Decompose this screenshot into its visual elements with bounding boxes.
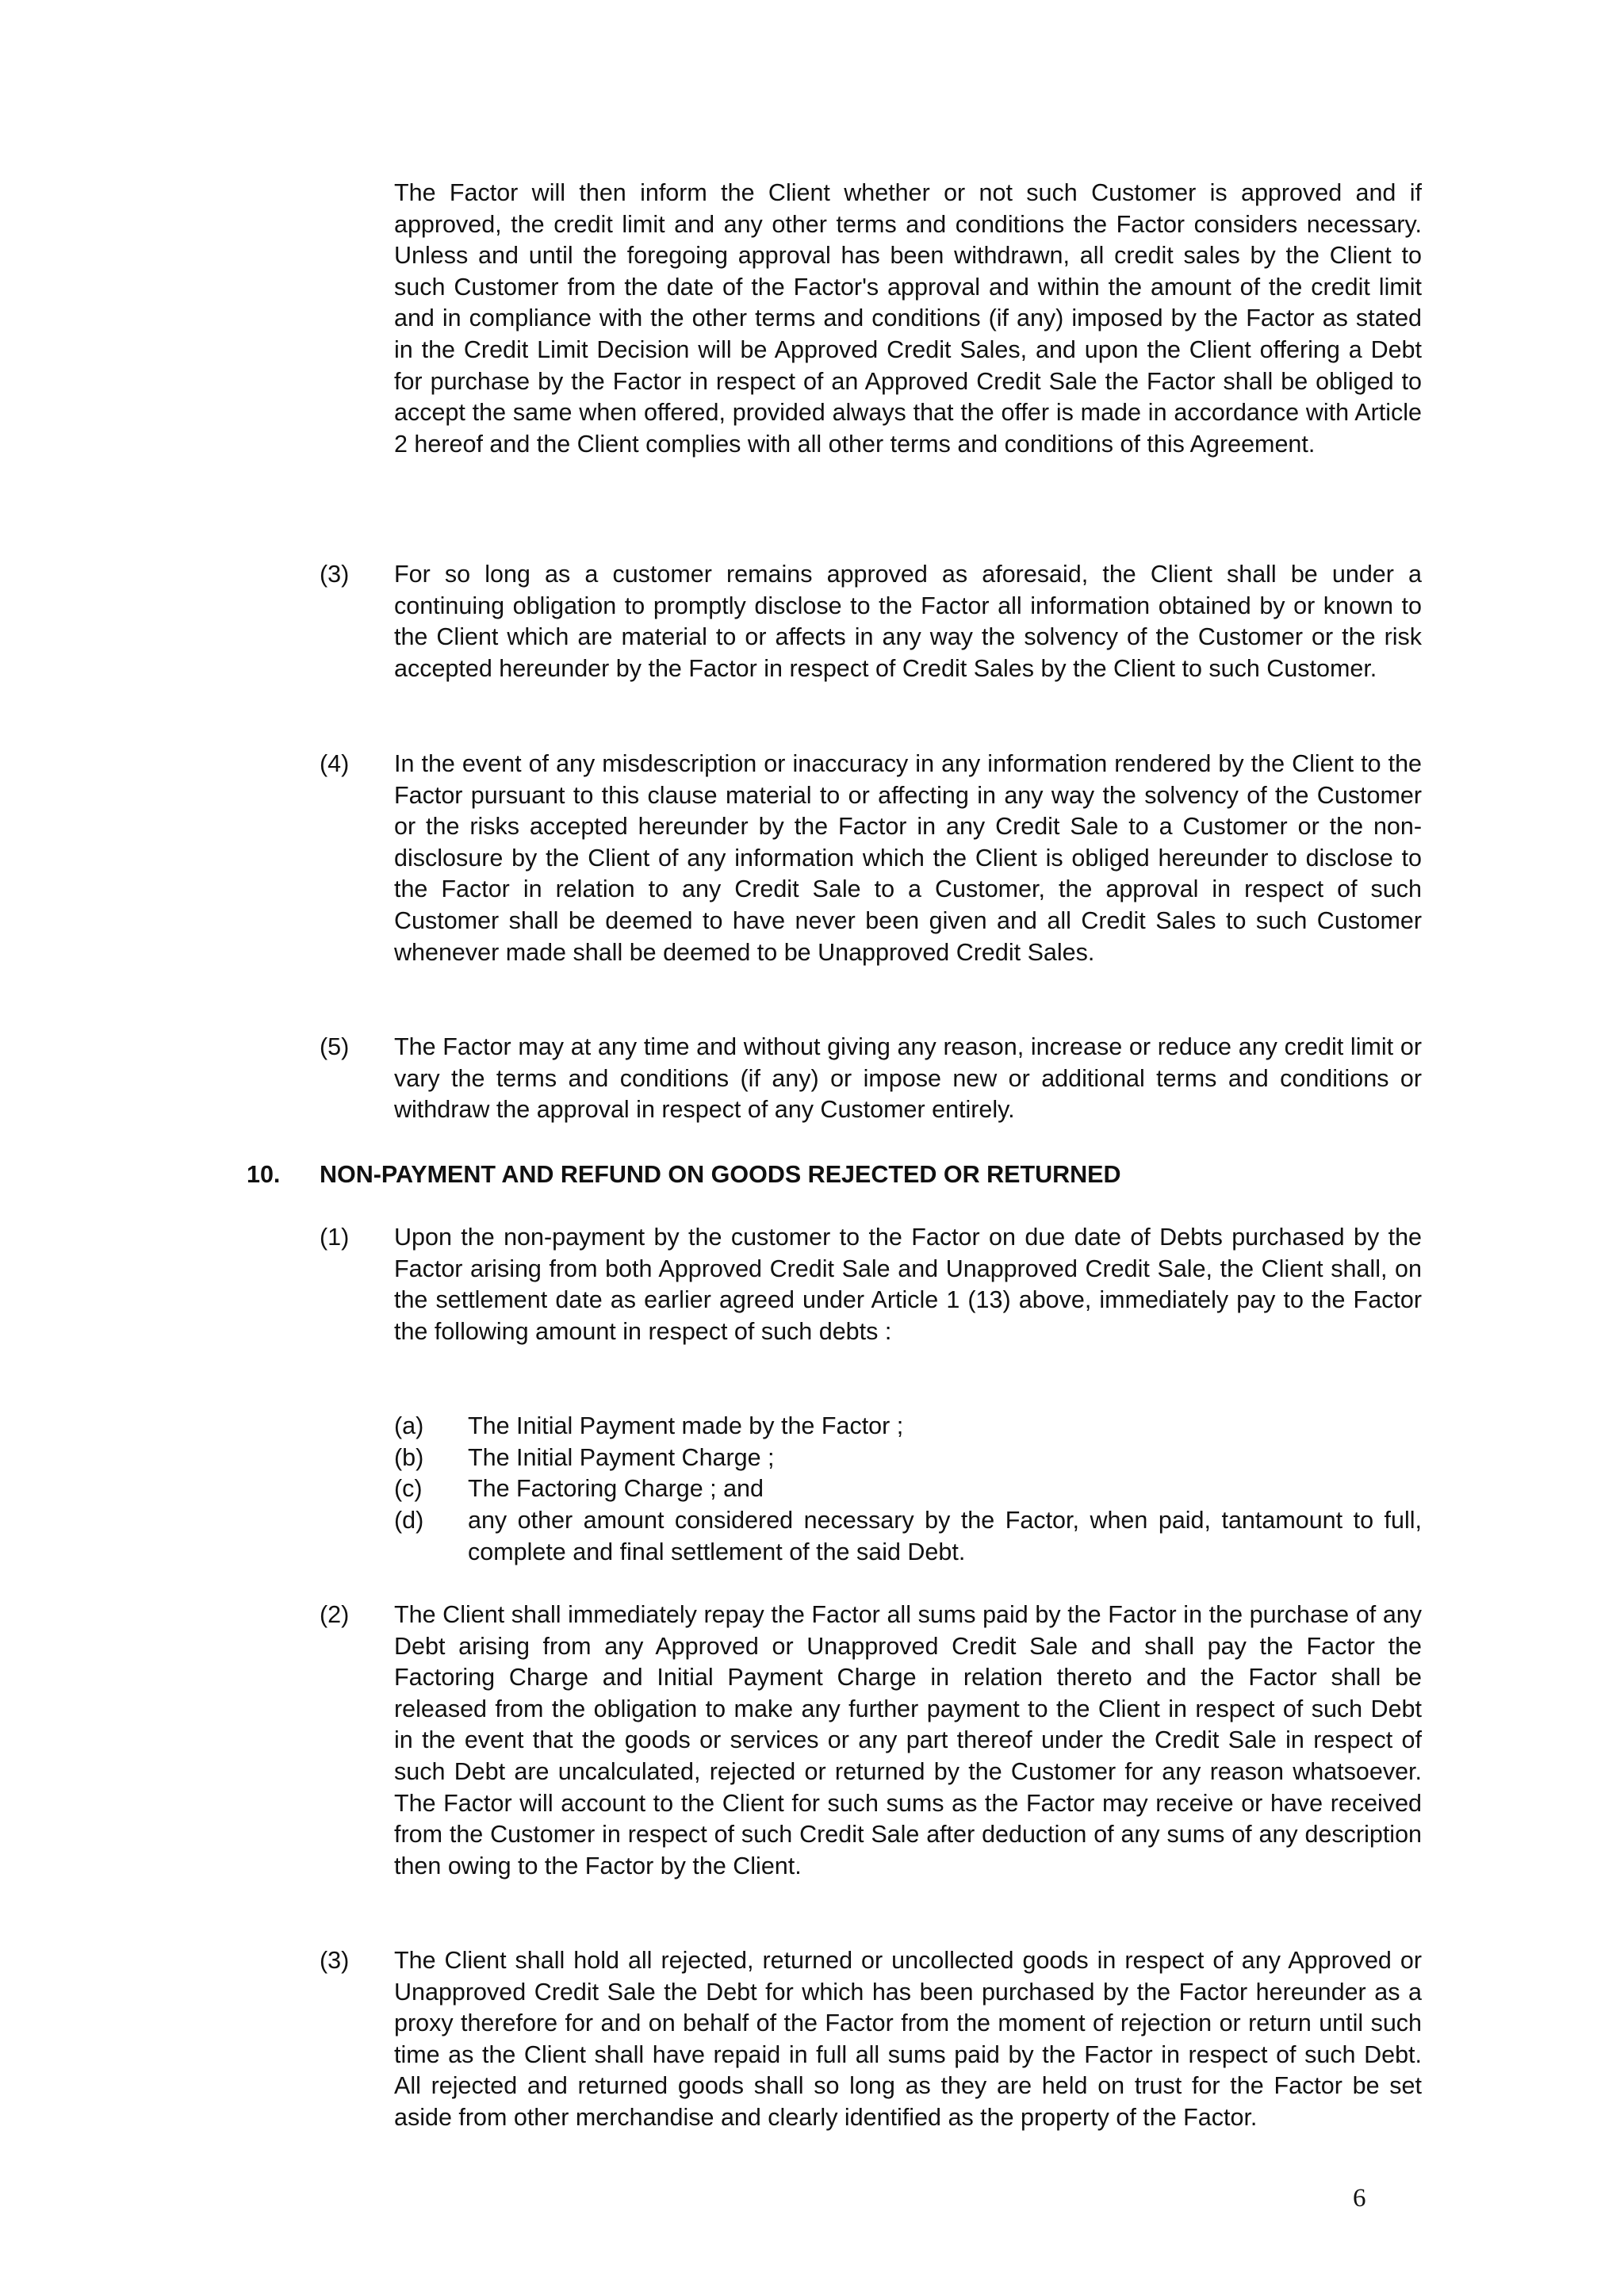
clause-10-3-text: The Client shall hold all rejected, returned or uncollected goods in respect of any Approved or Unapproved Credit Sale the Debt for which has been purchased by the Factor hereunder as a proxy therefore for and on behalf of the Factor from the moment of rejection or return until such time as the Client shall have repaid in full all sums paid by the Factor in respect of such Debt. All rejected and returned goods shall so long as they are held on trust for the Factor be set aside from other merchandise and clearly identified as the property of the Factor. [394, 1947, 1422, 2131]
clause-10-1-text: Upon the non-payment by the customer to the Factor on due date of Debts purchased by the Factor arising from both Approved Credit Sale and Unapproved Credit Sale, the Client shall, on the settlement date as earlier agreed under Article 1 (13) above, immediately pay to the Factor the following amount in respect of such debts : [394, 1224, 1422, 1345]
section-10-number: 10. [247, 1161, 281, 1188]
list-item-label: (a) [394, 1412, 424, 1439]
clause-10-1-number: (1) [320, 1224, 350, 1251]
list-item-text: any other amount considered necessary by the Factor, when paid, tantamount to full, complete and final settlement of the said Debt. [468, 1507, 1422, 1565]
list-item-text: The Initial Payment made by the Factor ; [468, 1412, 904, 1439]
clause-10-3-number: (3) [320, 1947, 350, 1974]
clause-9-4-text: In the event of any misdescription or inaccuracy in any information rendered by the Client to the Factor pursuant to this clause material to or affecting in any way the solvency of the Customer or the risks accepted hereunder by the Factor in any Credit Sale to a Customer or the non-disclosure by the Client of any information which the Client is obliged hereunder to disclose to the Factor in relation to any Credit Sale to a Customer, the approval in respect of such Customer shall be deemed to have never been given and all Credit Sales to such Customer whenever made shall be deemed to be Unapproved Credit Sales. [394, 750, 1422, 966]
clause-9-3-number: (3) [320, 561, 350, 588]
page-number: 6 [1353, 2184, 1366, 2213]
clause-9-4-number: (4) [320, 750, 350, 777]
list-item-label: (c) [394, 1475, 423, 1502]
list-item-label: (b) [394, 1444, 424, 1471]
clause-10-2-text: The Client shall immediately repay the Factor all sums paid by the Factor in the purchase of any Debt arising from any Approved or Unapproved Credit Sale and shall pay the Factor the Factoring Charge and Initial Payment Charge in relation thereto and the Factor shall be released from the obligation to make any further payment to the Client in respect of such Debt in the event that the goods or services or any part thereof under the Credit Sale in respect of such Debt are uncalculated, rejected or returned by the Customer for any reason whatsoever. The Factor will account to the Client for such sums as the Factor may receive or have received from the Customer in respect of such Credit Sale after deduction of any sums of any description then owing to the Factor by the Client. [394, 1601, 1422, 1879]
intro-paragraph: The Factor will then inform the Client whether or not such Customer is approved and if approved, the credit limit and any other terms and conditions the Factor considers necessary. Unless and until the foregoing approval has been withdrawn, all credit sales by the Client to such Customer from the date of the Factor's approval and within the amount of the credit limit and in compliance with the other terms and conditions (if any) imposed by the Factor as stated in the Credit Limit Decision will be Approved Credit Sales, and upon the Client offering a Debt for purchase by the Factor in respect of an Approved Credit Sale the Factor shall be obliged to accept the same when offered, provided always that the offer is made in accordance with Article 2 hereof and the Client complies with all other terms and conditions of this Agreement. [394, 179, 1422, 458]
clause-9-5-text: The Factor may at any time and without giving any reason, increase or reduce any credit limit or vary the terms and conditions (if any) or impose new or additional terms and conditions or withdraw the approval in respect of any Customer entirely. [394, 1033, 1422, 1124]
list-item-text: The Initial Payment Charge ; [468, 1444, 775, 1471]
clause-10-2-number: (2) [320, 1601, 350, 1628]
list-item-text: The Factoring Charge ; and [468, 1475, 764, 1502]
section-10-title: NON-PAYMENT AND REFUND ON GOODS REJECTED OR RETURNED [320, 1161, 1121, 1188]
list-item-label: (d) [394, 1507, 424, 1534]
clause-9-3-text: For so long as a customer remains approved as aforesaid, the Client shall be under a continuing obligation to promptly disclose to the Factor all information obtained by or known to the Client which are material to or affects in any way the solvency of the Customer or the risk accepted hereunder by the Factor in respect of Credit Sales by the Client to such Customer. [394, 561, 1422, 682]
clause-9-5-number: (5) [320, 1033, 350, 1060]
